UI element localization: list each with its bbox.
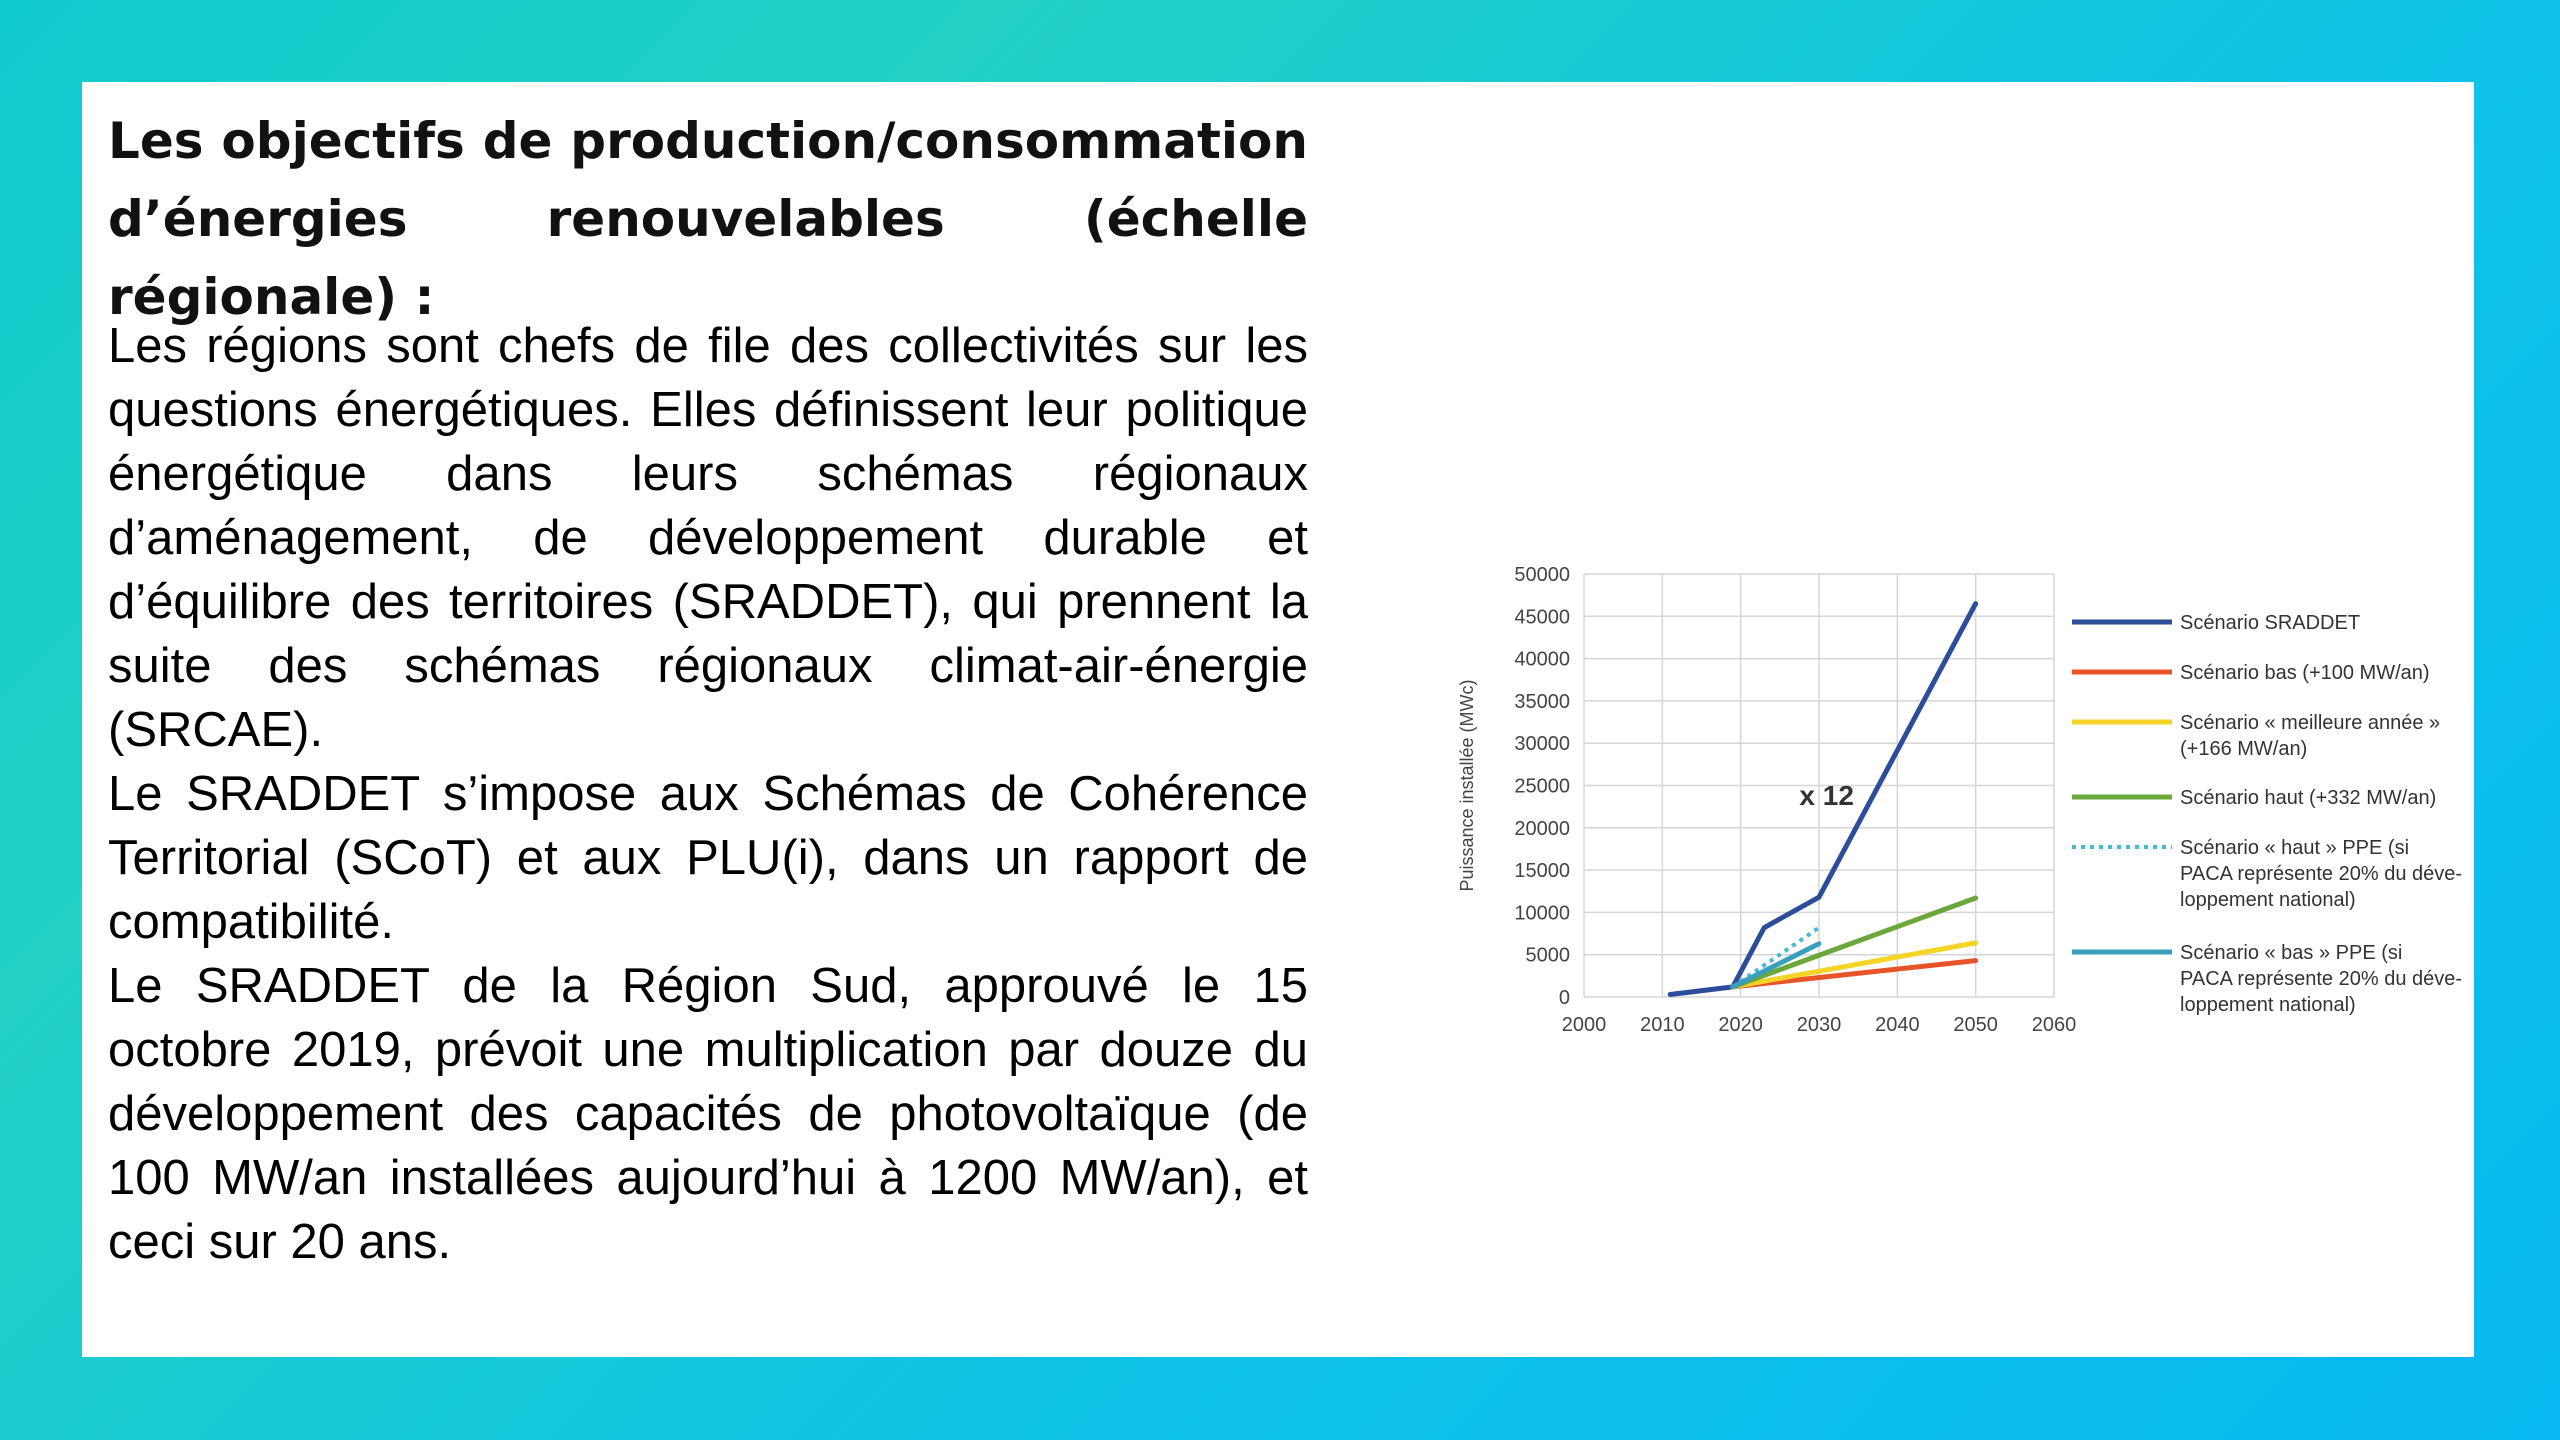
legend-label-1 <box>2180 662 2430 684</box>
x-tick-label: 2030 <box>1796 1014 1842 1036</box>
slide-title: Les objectifs de production/consommation d’énergies renouvelables (échelle régionale) : <box>108 112 1308 326</box>
y-tick-label: 5000 <box>1525 944 1570 967</box>
legend-label-line: Scénario SRADDET <box>2180 612 2361 634</box>
paragraph-region-sud: Le SRADDET de la Région Sud, approuvé le 15 octobre 2019, prévoit une multiplication par douze du développement des capacités de photovoltaïque (de 100 MW/an installées aujourd’hui à 1200 MW/an), et ceci sur 20 ans. <box>108 959 1308 1269</box>
legend-label-line: Scénario « bas » PPE (si <box>2180 942 2403 964</box>
x-tick-label: 2010 <box>1640 1014 1685 1036</box>
x-tick-label: 2020 <box>1718 1014 1763 1036</box>
legend-label-3 <box>2180 787 2436 809</box>
y-tick-label: 10000 <box>1514 902 1570 925</box>
legend-label-line: loppement national) <box>2180 889 2356 911</box>
slide-body <box>108 314 1308 1274</box>
legend-label-line: loppement national) <box>2180 994 2356 1016</box>
y-tick-label: 30000 <box>1514 733 1570 756</box>
x-tick-label: 2050 <box>1953 1014 1998 1036</box>
legend-label-0 <box>2180 612 2360 634</box>
legend-label-5 <box>2180 942 2462 1016</box>
y-tick-label: 15000 <box>1514 860 1570 883</box>
x-axis-ticks <box>1562 1014 2077 1036</box>
y-tick-label: 25000 <box>1514 775 1570 798</box>
x-tick-label: 2000 <box>1561 1014 1607 1036</box>
x-tick-label: 2040 <box>1875 1014 1920 1036</box>
paragraph-sraddet-scot: Le SRADDET s’impose aux Schémas de Cohérence Territorial (SCoT) et aux PLU(i), dans un rapport de compatibilité. <box>108 767 1308 949</box>
slide-panel <box>82 82 2474 1357</box>
legend-label-line: Scénario haut (+332 MW/an) <box>2180 787 2437 809</box>
x-tick-label: 2060 <box>2031 1014 2077 1036</box>
y-tick-label: 50000 <box>1514 564 1570 586</box>
legend-label-line: Scénario bas (+100 MW/an) <box>2180 662 2430 684</box>
y-axis-ticks <box>1514 564 1570 1009</box>
chart-annotation: x 12 <box>1799 779 1854 811</box>
chart-legend <box>2072 612 2462 1016</box>
legend-label-line: PACA représente 20% du déve- <box>2180 863 2463 885</box>
legend-label-4 <box>2180 837 2462 911</box>
legend-label-line: Scénario « haut » PPE (si <box>2180 837 2410 859</box>
chart-container <box>1362 462 2502 1102</box>
legend-label-line: Scénario « meilleure année » <box>2180 712 2441 734</box>
pv-capacity-chart <box>1362 462 2502 1102</box>
paragraph-regions: Les régions sont chefs de file des collectivités sur les questions énergétiques. Elles définissent leur politique énergétique dans leurs schémas régionaux d’aménagement, de développement durable et d’équilibre des territoires (SRADDET), qui prennent la suite des schémas régionaux climat-air-énergie (SRCAE). <box>108 319 1308 757</box>
y-tick-label: 45000 <box>1514 606 1570 629</box>
y-axis-label: Puissance installée (MWc) <box>1457 679 1477 892</box>
legend-label-line: PACA représente 20% du déve- <box>2180 968 2463 990</box>
legend-label-2 <box>2180 712 2440 760</box>
y-tick-label: 0 <box>1558 987 1570 1009</box>
y-tick-label: 35000 <box>1514 690 1570 713</box>
y-tick-label: 20000 <box>1514 817 1570 840</box>
legend-label-line: (+166 MW/an) <box>2180 738 2308 760</box>
y-tick-label: 40000 <box>1514 648 1570 671</box>
